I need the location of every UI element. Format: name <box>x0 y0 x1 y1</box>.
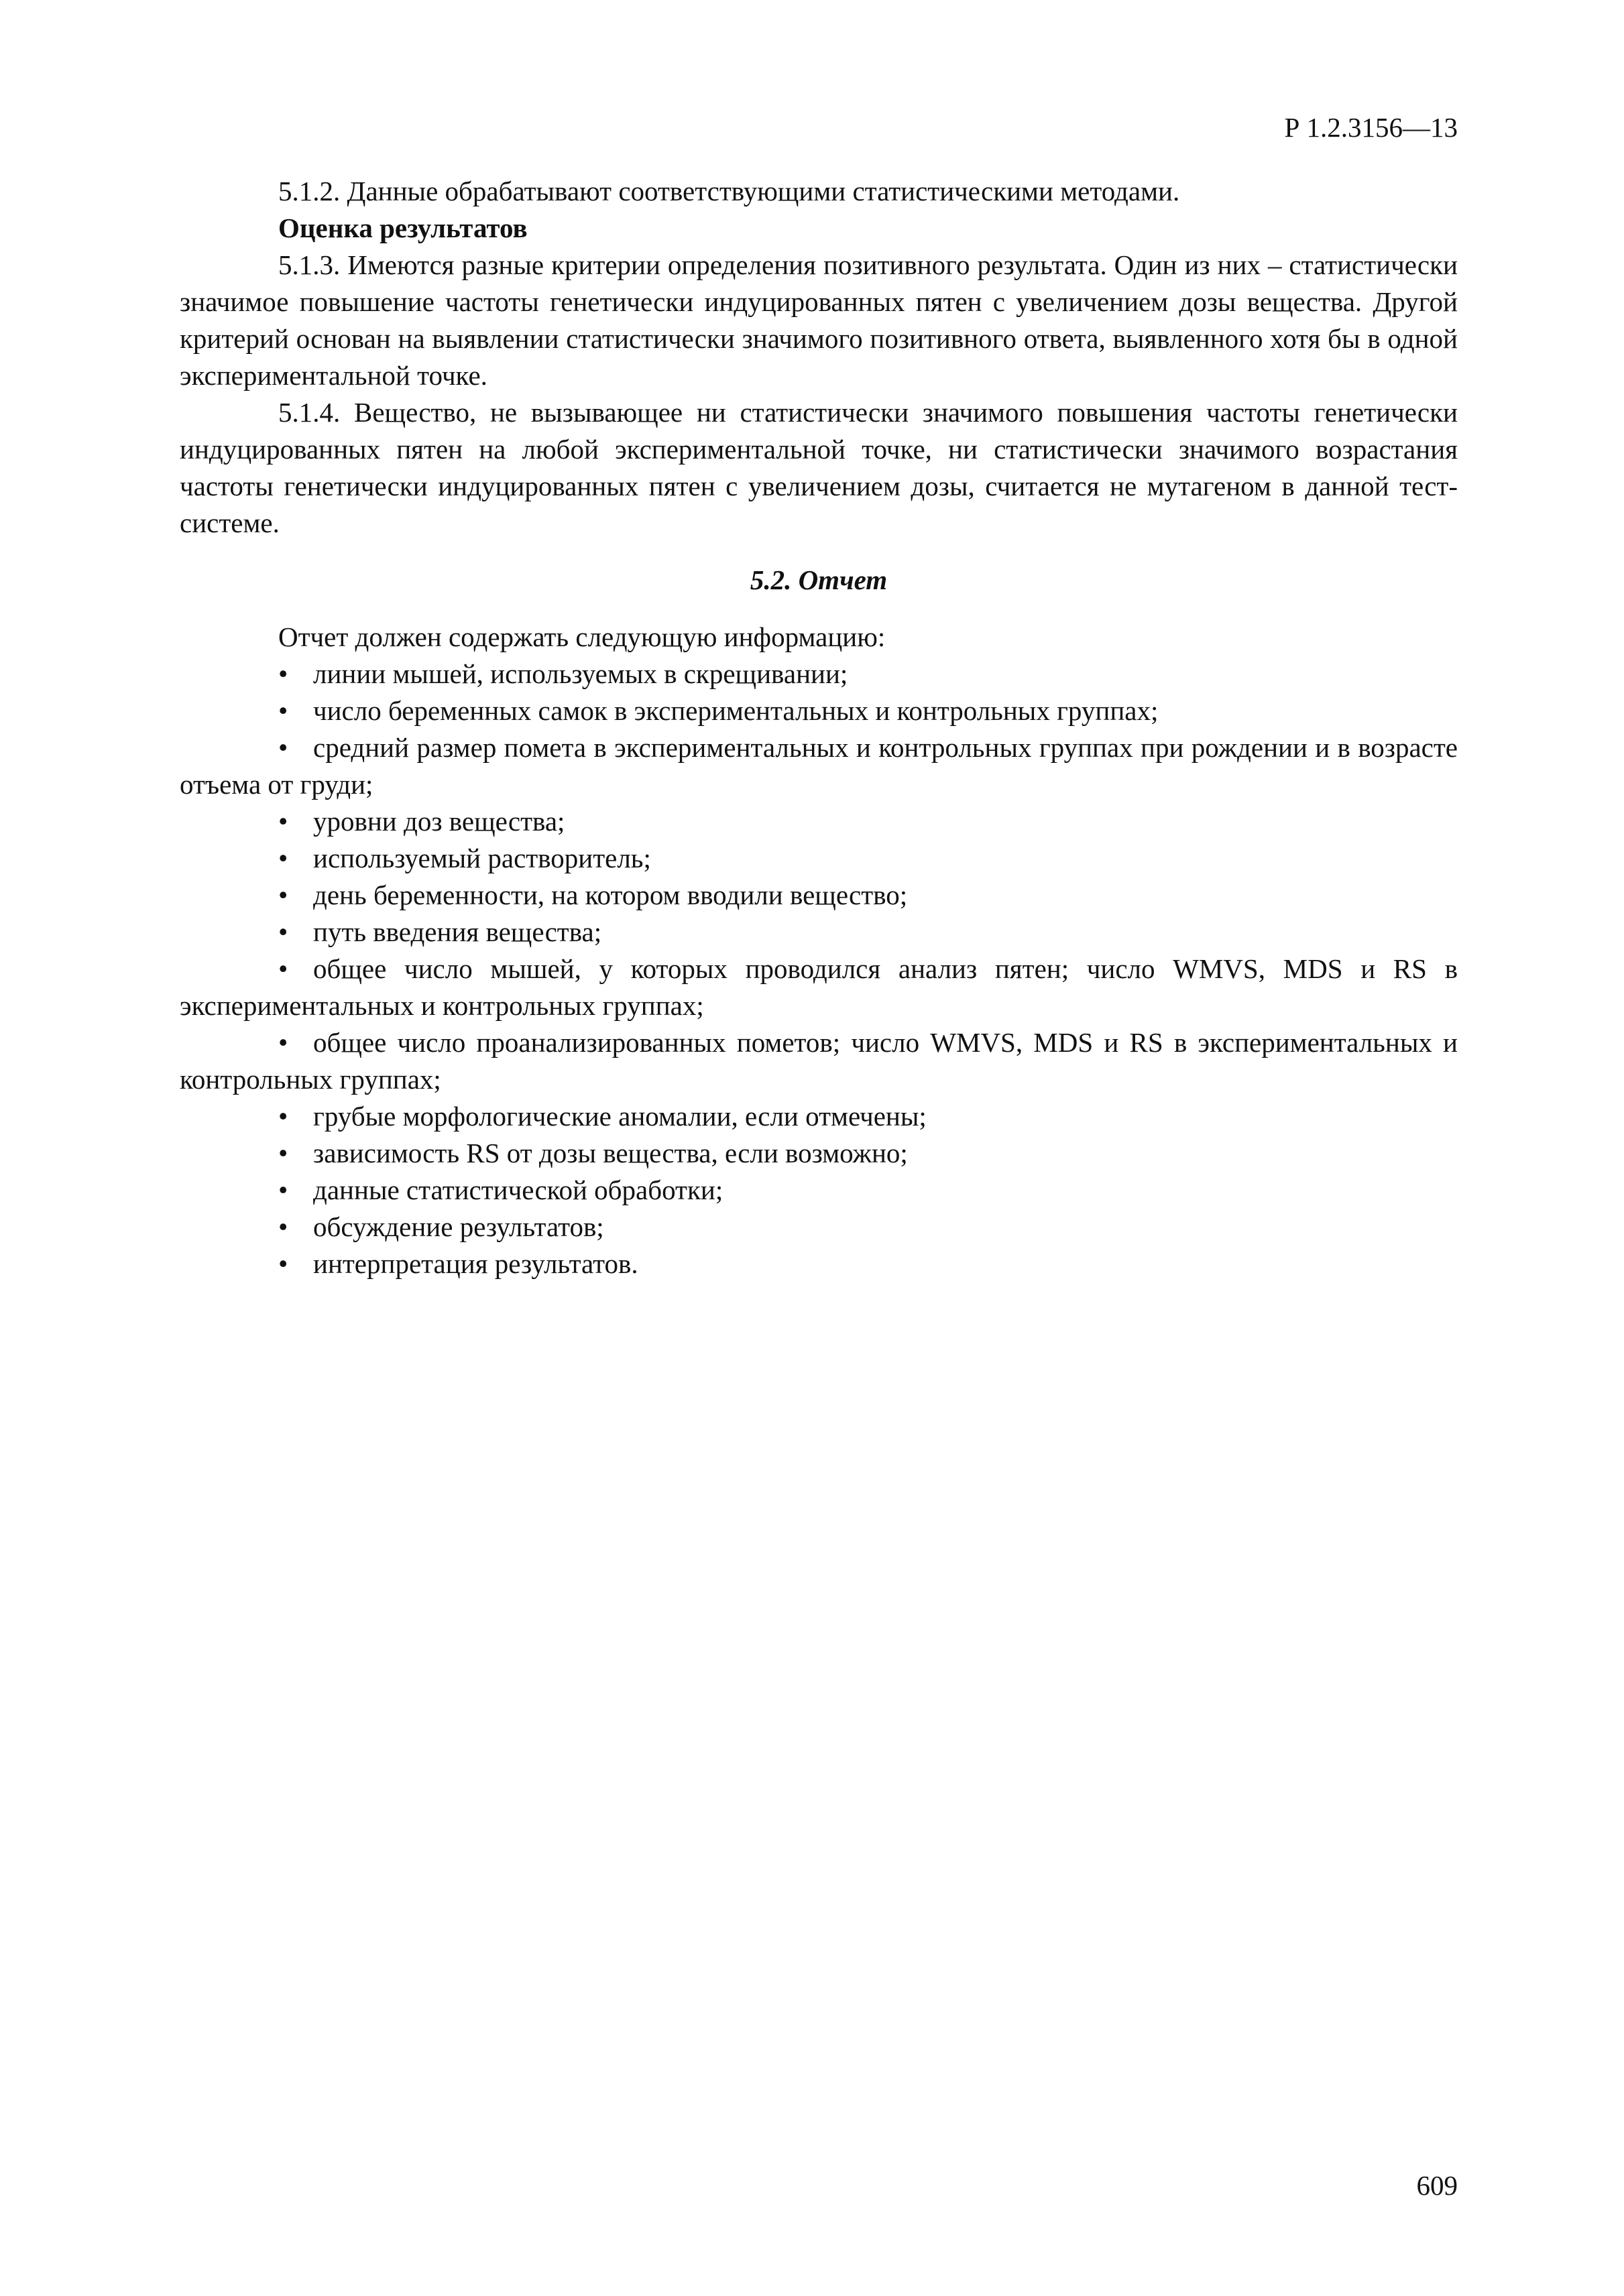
bullet-icon: • <box>278 695 288 726</box>
list-item <box>180 656 1458 692</box>
heading-evaluation: Оценка результатов <box>278 213 528 243</box>
list-item <box>180 1024 1458 1098</box>
bullet-icon: • <box>278 880 288 910</box>
list-item <box>180 1172 1458 1209</box>
list-item-text: день беременности, на котором вводили вещество; <box>313 880 908 910</box>
report-items-list <box>180 656 1458 1282</box>
list-item-text: зависимость RS от дозы вещества, если возможно; <box>313 1138 908 1168</box>
list-item-text: линии мышей, используемых в скрещивании; <box>313 658 848 689</box>
list-item <box>180 877 1458 914</box>
bullet-icon: • <box>278 916 288 947</box>
bullet-icon: • <box>278 953 288 984</box>
bullet-icon: • <box>278 843 288 873</box>
list-item-text: грубые морфологические аномалии, если отмечены; <box>313 1101 927 1132</box>
paragraph-5-1-4: 5.1.4. Вещество, не вызывающее ни статистически значимого повышения частоты генетически индуцированных пятен на любой экспериментальной точке, ни статистически значимого возрастания частоты генетически индуцированных пятен с увеличением дозы, считается не мутагеном в данной тест-системе. <box>180 397 1458 538</box>
list-item-text: уровни доз вещества; <box>313 806 565 837</box>
list-item-text: обсуждение результатов; <box>313 1211 604 1242</box>
list-item <box>180 1098 1458 1135</box>
list-item <box>180 1209 1458 1246</box>
bullet-icon: • <box>278 1211 288 1242</box>
list-item <box>180 729 1458 803</box>
list-item-text: используемый растворитель; <box>313 843 651 873</box>
bullet-icon: • <box>278 732 288 763</box>
bullet-icon: • <box>278 1138 288 1168</box>
document-code: Р 1.2.3156—13 <box>1284 112 1458 143</box>
list-item-text: интерпретация результатов. <box>313 1248 638 1279</box>
bullet-icon: • <box>278 1027 288 1058</box>
list-item <box>180 1135 1458 1172</box>
list-item <box>180 803 1458 840</box>
list-item-text: путь введения вещества; <box>313 916 602 947</box>
page-number: 609 <box>1416 2170 1458 2201</box>
bullet-icon: • <box>278 658 288 689</box>
document-body <box>180 173 1458 1282</box>
list-item-text: общее число проанализированных пометов; число WMVS, MDS и RS в экспериментальных и контрольных группах; <box>180 1027 1458 1095</box>
bullet-icon: • <box>278 1101 288 1132</box>
list-item <box>180 914 1458 951</box>
bullet-icon: • <box>278 1248 288 1279</box>
report-intro: Отчет должен содержать следующую информацию: <box>278 621 886 652</box>
list-item <box>180 1246 1458 1282</box>
list-item-text: общее число мышей, у которых проводился анализ пятен; число WMVS, MDS и RS в экспериментальных и контрольных группах; <box>180 953 1458 1021</box>
paragraph-5-1-3: 5.1.3. Имеются разные критерии определения позитивного результата. Один из них – статистически значимое повышение частоты генетически индуцированных пятен с увеличением дозы вещества. Другой критерий основан на выявлении статистически значимого позитивного ответа, выявленного хотя бы в одной экспериментальной точке. <box>180 249 1458 391</box>
list-item-text: средний размер помета в экспериментальных и контрольных группах при рождении и в возрасте отъема от груди; <box>180 732 1458 800</box>
list-item-text: число беременных самок в экспериментальных и контрольных группах; <box>313 695 1159 726</box>
bullet-icon: • <box>278 1174 288 1205</box>
section-title-5-2: 5.2. Отчет <box>750 564 888 595</box>
paragraph-5-1-2: 5.1.2. Данные обрабатывают соответствующими статистическими методами. <box>278 176 1180 206</box>
list-item <box>180 951 1458 1024</box>
list-item <box>180 840 1458 877</box>
bullet-icon: • <box>278 806 288 837</box>
list-item <box>180 692 1458 729</box>
list-item-text: данные статистической обработки; <box>313 1174 723 1205</box>
